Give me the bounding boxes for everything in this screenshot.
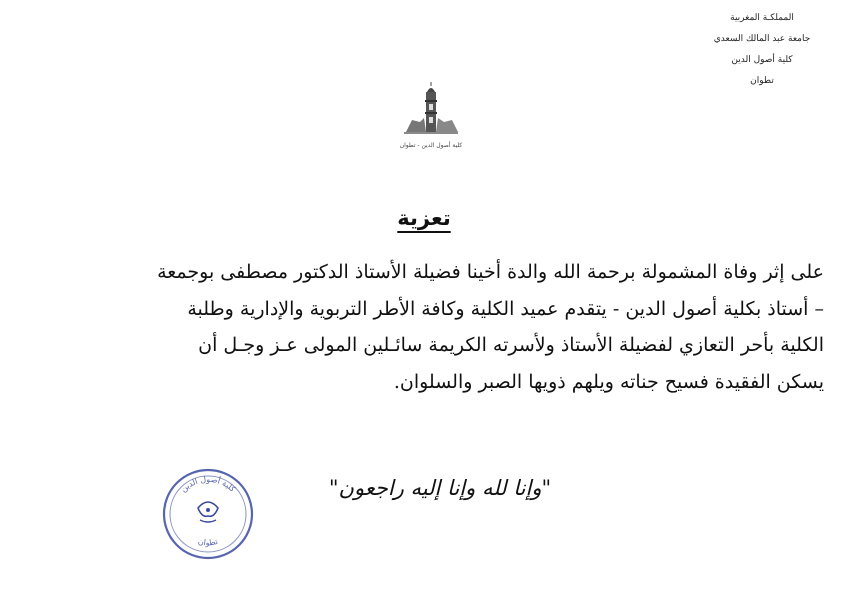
quranic-verse: "وإنا لله وإنا إليه راجعون" (328, 476, 552, 500)
faculty-logo (398, 82, 464, 149)
header-line-kingdom: المملكـة المغربية (730, 13, 794, 23)
stamp-seal-icon (158, 466, 258, 562)
logo-caption: كلية أصول الدين - تطوان (399, 142, 463, 149)
condolence-body (24, 254, 824, 400)
official-stamp (158, 466, 258, 562)
header-line-city: تطوان (750, 76, 774, 86)
institution-header (702, 8, 822, 92)
body-line-3: الكلية بأحر التعازي لفضيلة الأستاذ ولأسرته الكريمة سائـلين المولى عـز وجـل أن (198, 334, 824, 356)
svg-text:كلية أصول الدين: كلية أصول الدين (178, 474, 238, 494)
header-line-faculty: كلية أصول الدين (731, 55, 793, 65)
minaret-logo-icon (398, 82, 464, 140)
body-line-1: على إثر وفاة المشمولة برحمة الله والدة أخينا فضيلة الأستاذ الدكتور مصطفى بوجمعة (157, 261, 824, 283)
page-title: تعزية (397, 206, 451, 230)
body-line-4: يسكن الفقيدة فسيح جناته ويلهم ذويها الصبر والسلوان. (393, 370, 824, 393)
svg-text:تطوان: تطوان (197, 536, 219, 548)
header-line-university: جامعة عبد المالك السعدي (713, 34, 811, 44)
body-line-2: – أستاذ بكلية أصول الدين - يتقدم عميد الكلية وكافة الأطر التربوية والإدارية وطلبة (187, 297, 824, 320)
